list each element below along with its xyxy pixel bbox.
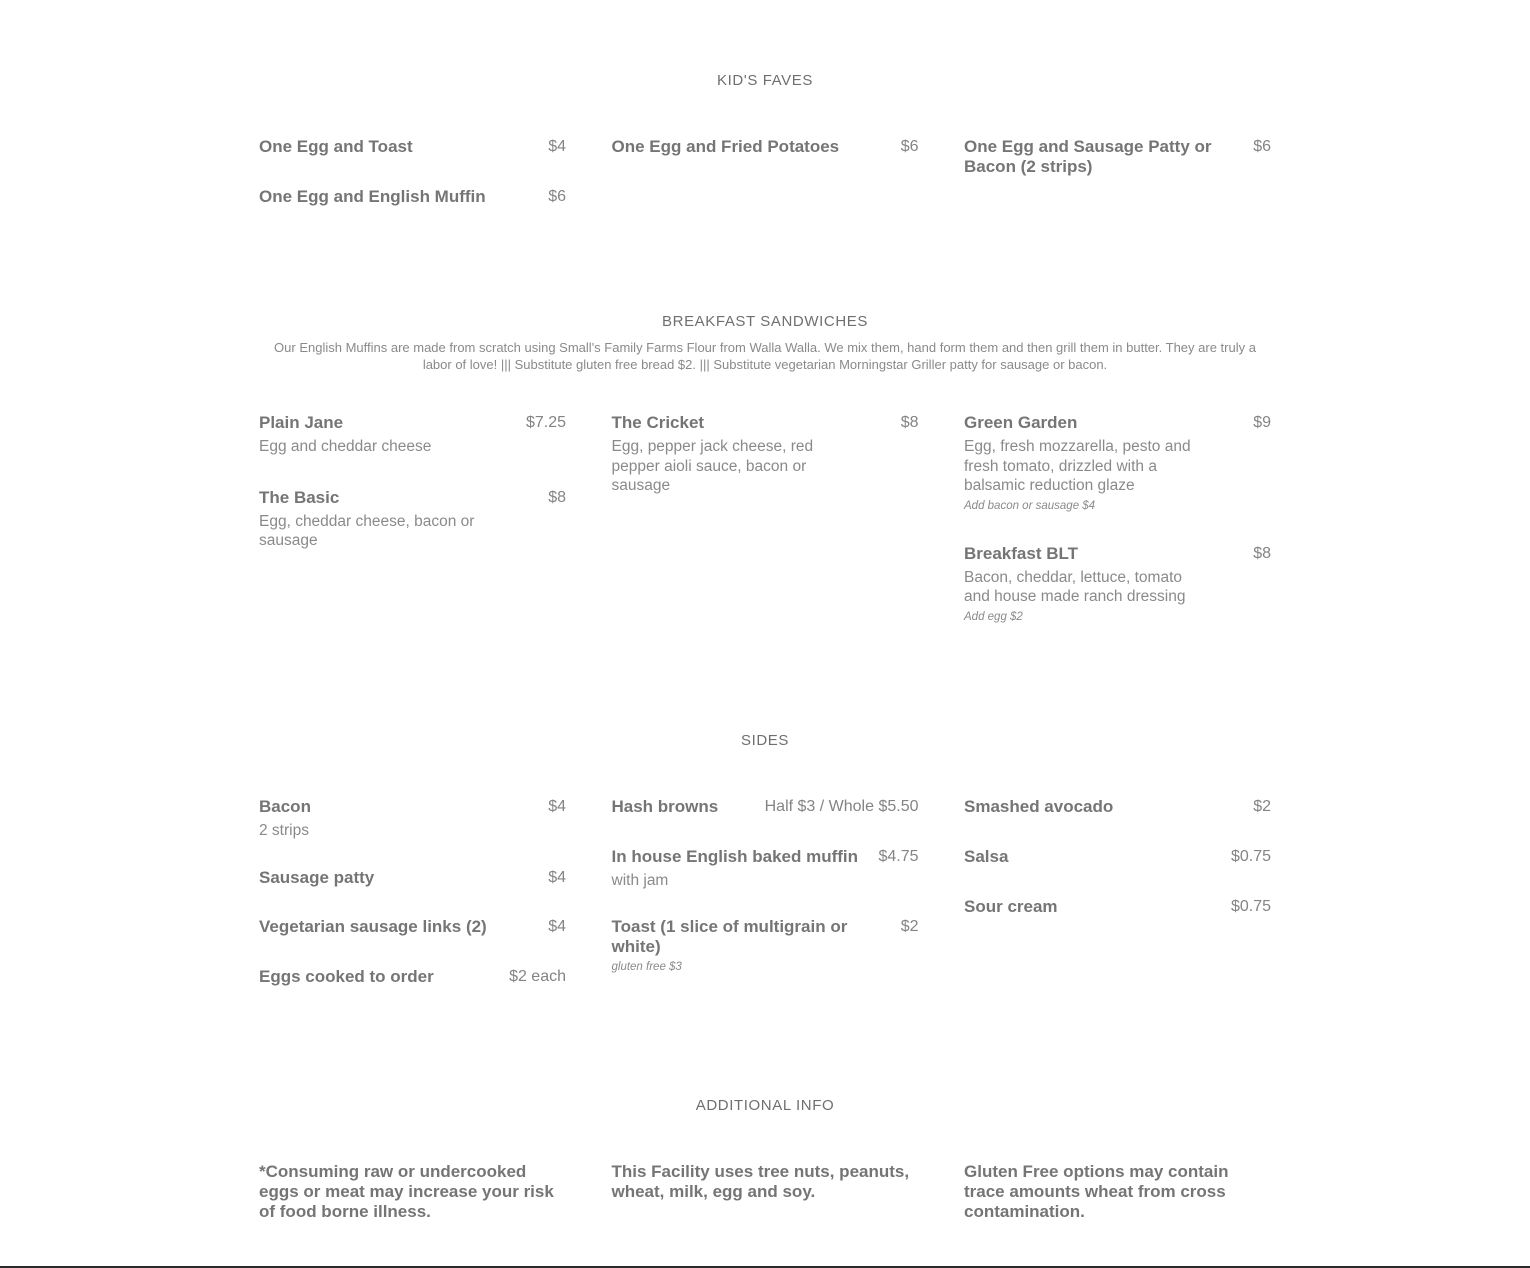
section-breakfast-sandwiches — [259, 313, 1271, 373]
menu-column — [964, 797, 1271, 1003]
item-name: One Egg and Toast — [259, 137, 413, 156]
item-note: gluten free $3 — [611, 960, 682, 973]
item-price: $6 — [900, 138, 919, 155]
item-price: $2 — [1253, 798, 1271, 815]
menu-column — [259, 413, 566, 641]
item-price: Half $3 / Whole $5.50 — [764, 798, 919, 815]
menu-column — [259, 137, 566, 223]
item-name: One Egg and Fried Potatoes — [611, 137, 840, 156]
item-note: Add bacon or sausage $4 — [964, 499, 1096, 512]
item-price: $4.75 — [878, 848, 919, 865]
menu-item — [612, 917, 919, 975]
info-column — [612, 1162, 919, 1222]
item-price: $8 — [900, 414, 919, 431]
item-name: One Egg and English Muffin — [259, 187, 486, 206]
item-name: Hash browns — [611, 797, 719, 816]
item-price: $8 — [1253, 544, 1271, 562]
item-price: $8 — [548, 488, 566, 506]
item-price: $6 — [1253, 138, 1271, 155]
section-title: BREAKFAST SANDWICHES — [662, 313, 868, 330]
item-price: $9 — [1253, 414, 1271, 431]
item-price: $6 — [548, 188, 566, 205]
item-price: $4 — [548, 868, 566, 886]
item-note: Add egg $2 — [964, 610, 1023, 623]
menu-column — [612, 137, 919, 223]
item-name: In house English baked muffin — [611, 847, 859, 866]
item-name: One Egg and Sausage Patty or Bacon (2 strips) — [964, 137, 1212, 176]
item-name: Green Garden — [964, 413, 1078, 432]
section-title: SIDES — [740, 732, 789, 749]
item-name: The Basic — [259, 487, 340, 507]
info-text: *Consuming raw or undercooked eggs or meat may increase your risk of food borne illness. — [259, 1162, 554, 1221]
menu-item — [612, 413, 919, 496]
item-name: Plain Jane — [259, 413, 344, 432]
menu-column — [612, 797, 919, 1003]
menu-column — [612, 413, 919, 641]
info-text: This Facility uses tree nuts, peanuts, wheat, milk, egg and soy. — [611, 1162, 910, 1201]
info-column — [964, 1162, 1271, 1222]
item-name: Sour cream — [964, 897, 1058, 916]
item-description: Bacon, cheddar, lettuce, tomato and house made ranch dressing — [964, 568, 1186, 605]
menu-item — [612, 847, 919, 891]
menu-item — [259, 868, 566, 888]
item-price: $4 — [548, 798, 566, 815]
section-sides — [259, 732, 1271, 749]
menu-item — [259, 413, 566, 457]
item-price: $2 — [900, 917, 919, 935]
menu-item — [259, 967, 566, 987]
section-kids-faves — [259, 72, 1271, 89]
item-description: Egg, cheddar cheese, bacon or sausage — [259, 512, 475, 549]
item-description: 2 strips — [259, 822, 309, 839]
item-name: Breakfast BLT — [964, 543, 1078, 563]
item-price: $2 each — [509, 967, 566, 985]
item-price: $7.25 — [525, 414, 566, 431]
item-name: Eggs cooked to order — [259, 966, 434, 986]
item-name: Salsa — [964, 847, 1009, 866]
item-name: Toast (1 slice of multigrain or white) — [611, 916, 848, 956]
info-text: Gluten Free options may contain trace amounts wheat from cross contamination. — [964, 1162, 1229, 1221]
menu-item — [964, 413, 1271, 514]
menu-item — [259, 488, 566, 551]
section-additional-info — [259, 1097, 1271, 1114]
menu-item — [259, 917, 566, 937]
item-name: Smashed avocado — [964, 797, 1114, 816]
menu-column — [964, 137, 1271, 223]
menu-item — [259, 797, 566, 841]
item-name: Vegetarian sausage links (2) — [259, 916, 487, 936]
item-price: $0.75 — [1230, 848, 1271, 865]
menu-item — [964, 137, 1271, 177]
info-column — [259, 1162, 566, 1222]
menu-item — [259, 187, 566, 207]
section-description: Our English Muffins are made from scratch using Small's Family Farms Flour from Walla Walla. We mix them, hand form them and then grill them in butter. They are truly a labor of love! ||| Substitute gluten free bread $2. ||| Substitute vegetarian Morningstar Griller patty for sausage or bacon. — [274, 340, 1256, 372]
menu-item — [964, 897, 1271, 917]
section-title: KID'S FAVES — [717, 72, 813, 89]
item-name: Bacon — [259, 797, 311, 816]
item-price: $4 — [548, 917, 566, 935]
menu-item — [259, 137, 566, 157]
item-name: Sausage patty — [259, 867, 375, 887]
menu-item — [964, 797, 1271, 817]
item-price: $4 — [548, 138, 566, 155]
item-description: Egg, fresh mozzarella, pesto and fresh tomato, drizzled with a balsamic reduction glaze — [964, 438, 1191, 494]
item-price: $0.75 — [1230, 898, 1271, 915]
menu-column — [259, 797, 566, 1003]
menu-item — [612, 797, 919, 817]
item-description: Egg and cheddar cheese — [259, 438, 432, 455]
menu-item — [964, 847, 1271, 867]
menu-column — [964, 413, 1271, 641]
item-description: Egg, pepper jack cheese, red pepper aioli sauce, bacon or sausage — [611, 438, 814, 494]
menu-item — [612, 137, 919, 157]
item-description: with jam — [611, 872, 669, 889]
section-title: ADDITIONAL INFO — [695, 1097, 835, 1114]
menu-item — [964, 544, 1271, 625]
item-name: The Cricket — [611, 413, 705, 432]
